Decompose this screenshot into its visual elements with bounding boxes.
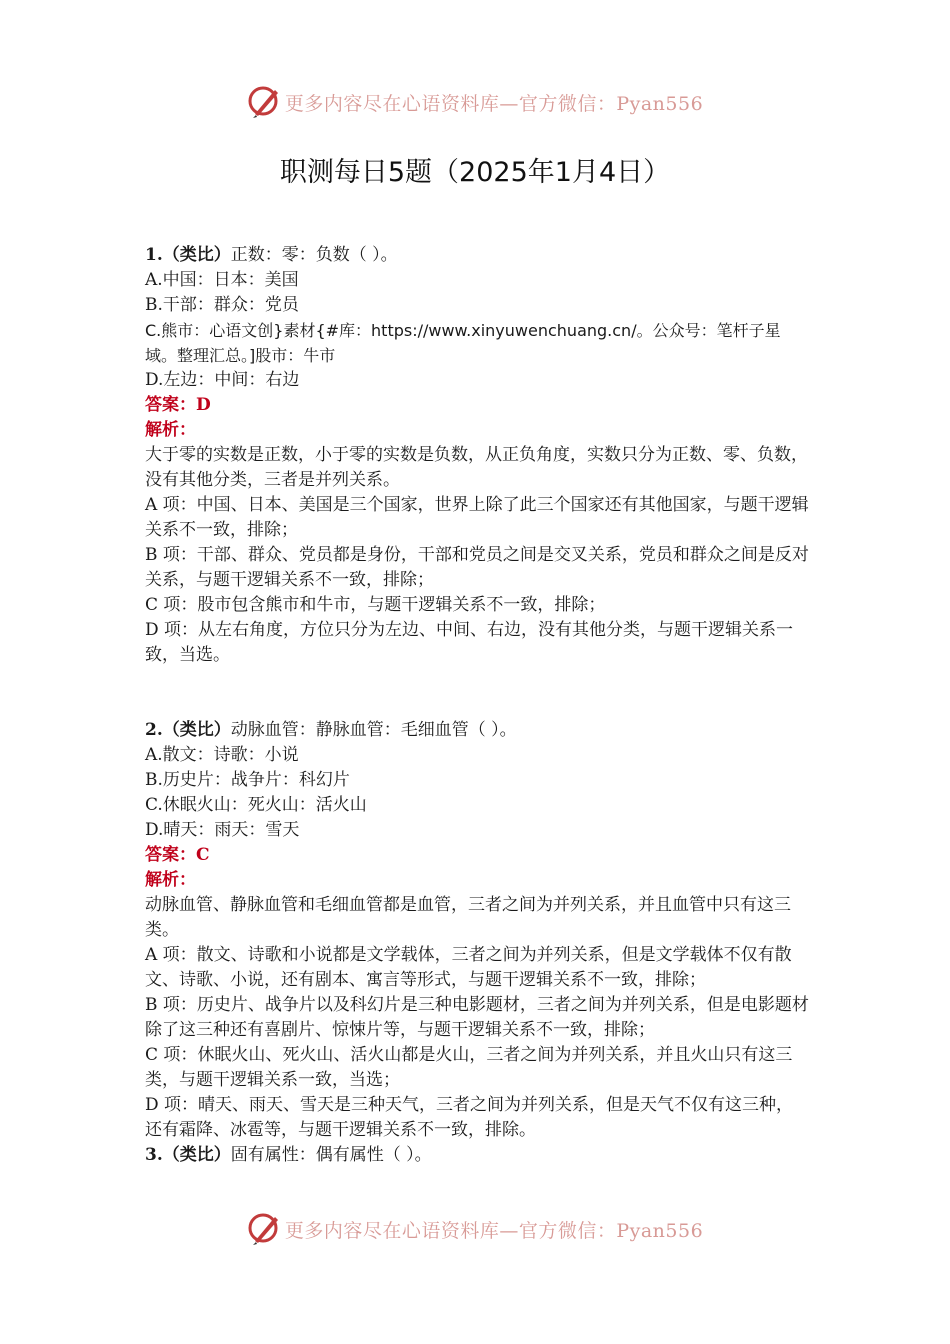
banner-text: 更多内容尽在心语资料库—官方微信：Pyan556 bbox=[284, 92, 704, 115]
question-stem bbox=[145, 718, 810, 743]
question-type: （类比） bbox=[162, 1145, 231, 1165]
answer-label: 答案：C bbox=[145, 845, 210, 865]
question-stem bbox=[145, 243, 810, 268]
question-number: 2. bbox=[145, 720, 163, 740]
answer-label: 答案：D bbox=[145, 395, 211, 415]
pen-logo-icon bbox=[247, 84, 283, 120]
question-text: 动脉血管：静脉血管：毛细血管（ ）。 bbox=[230, 720, 517, 740]
question-1 bbox=[145, 243, 810, 668]
question-number: 3. bbox=[145, 1145, 163, 1165]
question-2 bbox=[145, 718, 810, 1143]
analysis-paragraph: D 项：晴天、雨天、雪天是三种天气，三者之间为并列关系，但是天气不仅有这三种，还有霜降、冰雹等，与题干逻辑关系不一致，排除。 bbox=[145, 1095, 794, 1140]
question-text: 正数：零：负数（ ）。 bbox=[230, 245, 398, 265]
analysis-paragraph: C 项：股市包含熊市和牛市，与题干逻辑关系不一致，排除； bbox=[145, 595, 606, 615]
spacer bbox=[145, 668, 810, 718]
question-type: （类比） bbox=[162, 720, 231, 740]
option-b: B.历史片：战争片：科幻片 bbox=[145, 770, 350, 790]
header-banner bbox=[0, 82, 950, 122]
analysis-paragraph: A 项：散文、诗歌和小说都是文学载体，三者之间为并列关系，但是文学载体不仅有散文、诗歌、小说，还有剧本、寓言等形式，与题干逻辑关系不一致，排除； bbox=[145, 945, 792, 990]
pen-logo-icon bbox=[247, 1211, 283, 1247]
option-c: C.休眠火山：死火山：活火山 bbox=[145, 795, 367, 815]
question-type: （类比） bbox=[162, 245, 231, 265]
banner-text: 更多内容尽在心语资料库—官方微信：Pyan556 bbox=[284, 1219, 704, 1242]
analysis-label: 解析： bbox=[145, 420, 196, 440]
option-c: C.熊市：心语文创}素材{#库：https://www.xinyuwenchuang.cn/。公众号：笔杆子星域。整理汇总。]股市：牛市 bbox=[145, 321, 781, 365]
footer-banner bbox=[0, 1209, 950, 1249]
question-stem bbox=[145, 1143, 810, 1168]
analysis-paragraph: 大于零的实数是正数，小于零的实数是负数，从正负角度，实数只分为正数、零、负数，没有其他分类，三者是并列关系。 bbox=[145, 445, 808, 490]
option-d: D.晴天：雨天：雪天 bbox=[145, 820, 300, 840]
question-number: 1. bbox=[145, 245, 163, 265]
document-body bbox=[145, 243, 810, 1168]
analysis-paragraph: B 项：干部、群众、党员都是身份，干部和党员之间是交叉关系，党员和群众之间是反对关系，与题干逻辑关系不一致，排除； bbox=[145, 545, 809, 590]
analysis-paragraph: B 项：历史片、战争片以及科幻片是三种电影题材，三者之间为并列关系，但是电影题材除了这三种还有喜剧片、惊悚片等，与题干逻辑关系不一致，排除； bbox=[145, 995, 809, 1040]
question-text: 固有属性：偶有属性（ ）。 bbox=[230, 1145, 432, 1165]
analysis-label: 解析： bbox=[145, 870, 196, 890]
option-a: A.散文：诗歌：小说 bbox=[145, 745, 299, 765]
analysis-paragraph: D 项：从左右角度，方位只分为左边、中间、右边，没有其他分类，与题干逻辑关系一致，当选。 bbox=[145, 620, 794, 665]
analysis-paragraph: C 项：休眠火山、死火山、活火山都是火山，三者之间为并列关系，并且火山只有这三类，与题干逻辑关系一致，当选； bbox=[145, 1045, 793, 1090]
option-a: A.中国：日本：美国 bbox=[145, 270, 299, 290]
option-d: D.左边：中间：右边 bbox=[145, 370, 300, 390]
analysis-paragraph: A 项：中国、日本、美国是三个国家，世界上除了此三个国家还有其他国家，与题干逻辑关系不一致，排除； bbox=[145, 495, 809, 540]
analysis-paragraph: 动脉血管、静脉血管和毛细血管都是血管，三者之间为并列关系，并且血管中只有这三类。 bbox=[145, 895, 791, 940]
question-3 bbox=[145, 1143, 810, 1168]
option-b: B.干部：群众：党员 bbox=[145, 295, 299, 315]
page-title: 职测每日5题（2025年1月4日） bbox=[279, 157, 671, 188]
